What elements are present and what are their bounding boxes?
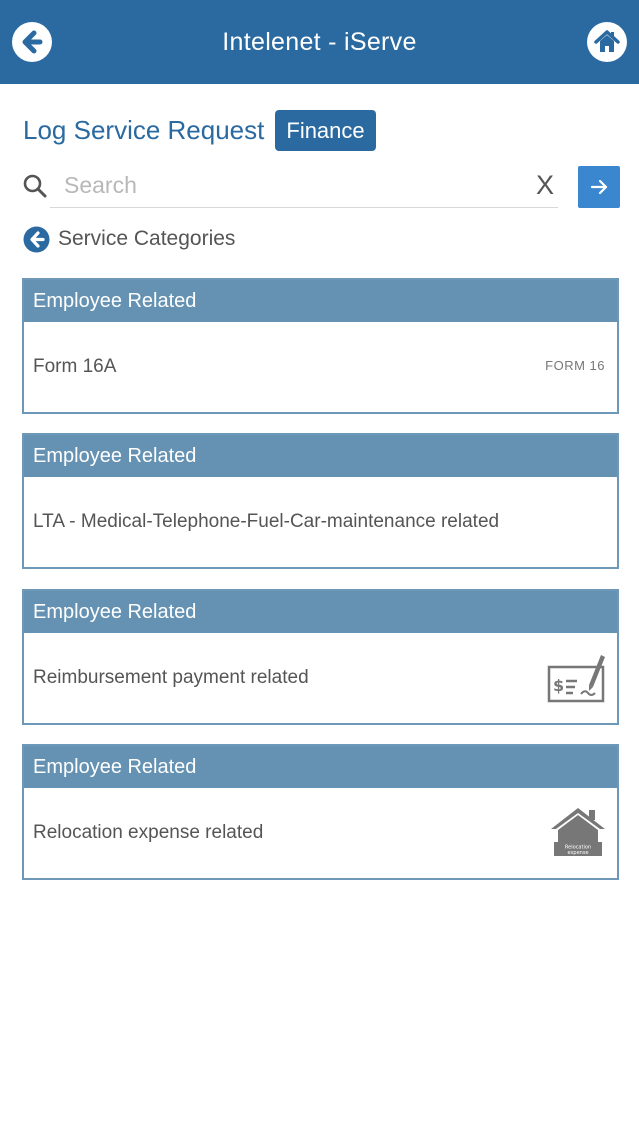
card-group-label: Employee Related: [24, 746, 617, 788]
card-title: Reimbursement payment related: [33, 667, 309, 688]
service-card[interactable]: [22, 278, 619, 414]
card-body: [24, 788, 617, 878]
svg-text:expense: expense: [567, 850, 589, 856]
search-bar: [22, 165, 620, 209]
home-icon: [593, 28, 621, 56]
card-tag: FORM 16: [545, 358, 605, 373]
card-group-label: Employee Related: [24, 591, 617, 633]
arrow-left-icon: [17, 27, 47, 57]
search-icon: [22, 173, 48, 199]
home-button[interactable]: [587, 22, 627, 62]
breadcrumb-label: Service Categories: [58, 227, 236, 250]
clear-search-button[interactable]: X: [536, 170, 555, 200]
relocation-icon-label: Relocation: [564, 844, 592, 851]
service-card[interactable]: [22, 744, 619, 880]
service-card[interactable]: [22, 433, 619, 569]
relocation-house-icon: [549, 802, 607, 860]
category-badge[interactable]: Finance: [275, 110, 375, 151]
card-body: [24, 322, 617, 412]
service-card[interactable]: [22, 589, 619, 725]
svg-text:$: $: [553, 676, 565, 695]
card-title: Relocation expense related: [33, 822, 264, 843]
search-submit-button[interactable]: [578, 166, 620, 208]
page-heading-row: [23, 109, 376, 151]
app-header: [0, 0, 639, 84]
back-button[interactable]: [12, 22, 52, 62]
breadcrumb-service-categories[interactable]: [23, 224, 235, 254]
card-title: LTA - Medical-Telephone-Fuel-Car-maintenance related: [33, 511, 500, 532]
page-title: Log Service Request: [23, 114, 265, 145]
card-title: Form 16A: [33, 356, 117, 377]
search-underline: [50, 207, 558, 208]
arrow-right-icon: [588, 176, 610, 198]
card-group-label: Employee Related: [24, 280, 617, 322]
search-input[interactable]: [64, 165, 514, 205]
card-body: [24, 633, 617, 723]
back-circle-icon: [23, 226, 50, 253]
card-body: [24, 477, 617, 567]
card-group-label: Employee Related: [24, 435, 617, 477]
cheque-icon: [547, 649, 607, 707]
app-title: Intelenet - iServe: [222, 27, 417, 56]
